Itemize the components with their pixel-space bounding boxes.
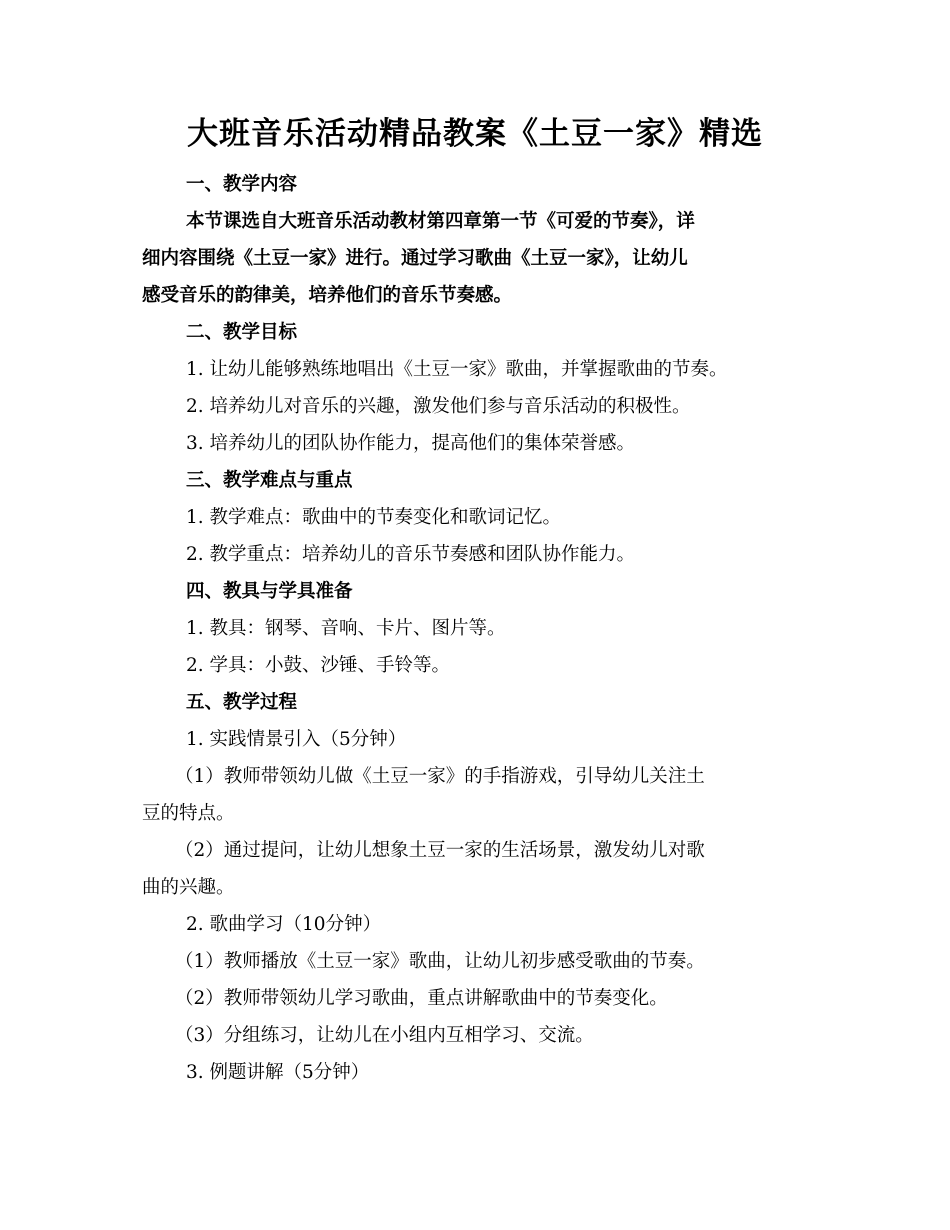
difficulty-item: 1. 教学难点：歌曲中的节奏变化和歌词记忆。 (186, 507, 562, 528)
material-item: 1. 教具：钢琴、音响、卡片、图片等。 (186, 618, 506, 639)
objective-item: 2. 培养幼儿对音乐的兴趣，激发他们参与音乐活动的积极性。 (186, 396, 691, 417)
material-item: 2. 学具：小鼓、沙锤、手铃等。 (186, 655, 451, 676)
document-body (142, 166, 822, 1091)
process-substep: （3）分组练习，让幼儿在小组内互相学习、交流。 (175, 1025, 594, 1046)
process-substep: （1）教师播放《土豆一家》歌曲，让幼儿初步感受歌曲的节奏。 (175, 951, 705, 972)
section-heading-process: 五、教学过程 (186, 692, 298, 713)
section-heading-content: 一、教学内容 (186, 174, 298, 195)
difficulty-item: 2. 教学重点：培养幼儿的音乐节奏感和团队协作能力。 (186, 544, 636, 565)
objective-item: 3. 培养幼儿的团队协作能力，提高他们的集体荣誉感。 (186, 433, 636, 454)
process-substep-line: （2）通过提问，让幼儿想象土豆一家的生活场景，激发幼儿对歌 (175, 840, 705, 861)
process-substep-line: 曲的兴趣。 (142, 877, 235, 898)
process-substep: （2）教师带领幼儿学习歌曲，重点讲解歌曲中的节奏变化。 (175, 988, 668, 1009)
process-substep-line: 豆的特点。 (142, 803, 235, 824)
document-title: 大班音乐活动精品教案《土豆一家》精选 (187, 116, 763, 152)
section-heading-difficulties: 三、教学难点与重点 (186, 470, 353, 491)
process-step: 1. 实践情景引入（5分钟） (186, 729, 407, 750)
content-paragraph-line: 本节课选自大班音乐活动教材第四章第一节《可爱的节奏》，详 (186, 211, 695, 232)
objective-item: 1. 让幼儿能够熟练地唱出《土豆一家》歌曲，并掌握歌曲的节奏。 (186, 359, 728, 380)
section-heading-materials: 四、教具与学具准备 (186, 581, 353, 602)
process-step: 2. 歌曲学习（10分钟） (186, 914, 382, 935)
section-heading-objectives: 二、教学目标 (186, 322, 298, 343)
process-substep-line: （1）教师带领幼儿做《土豆一家》的手指游戏，引导幼儿关注土 (175, 766, 705, 787)
content-paragraph-line: 感受音乐的韵律美，培养他们的音乐节奏感。 (142, 285, 513, 306)
content-paragraph-line: 细内容围绕《土豆一家》进行。通过学习歌曲《土豆一家》，让幼儿 (142, 248, 688, 269)
process-step: 3. 例题讲解（5分钟） (186, 1062, 370, 1083)
